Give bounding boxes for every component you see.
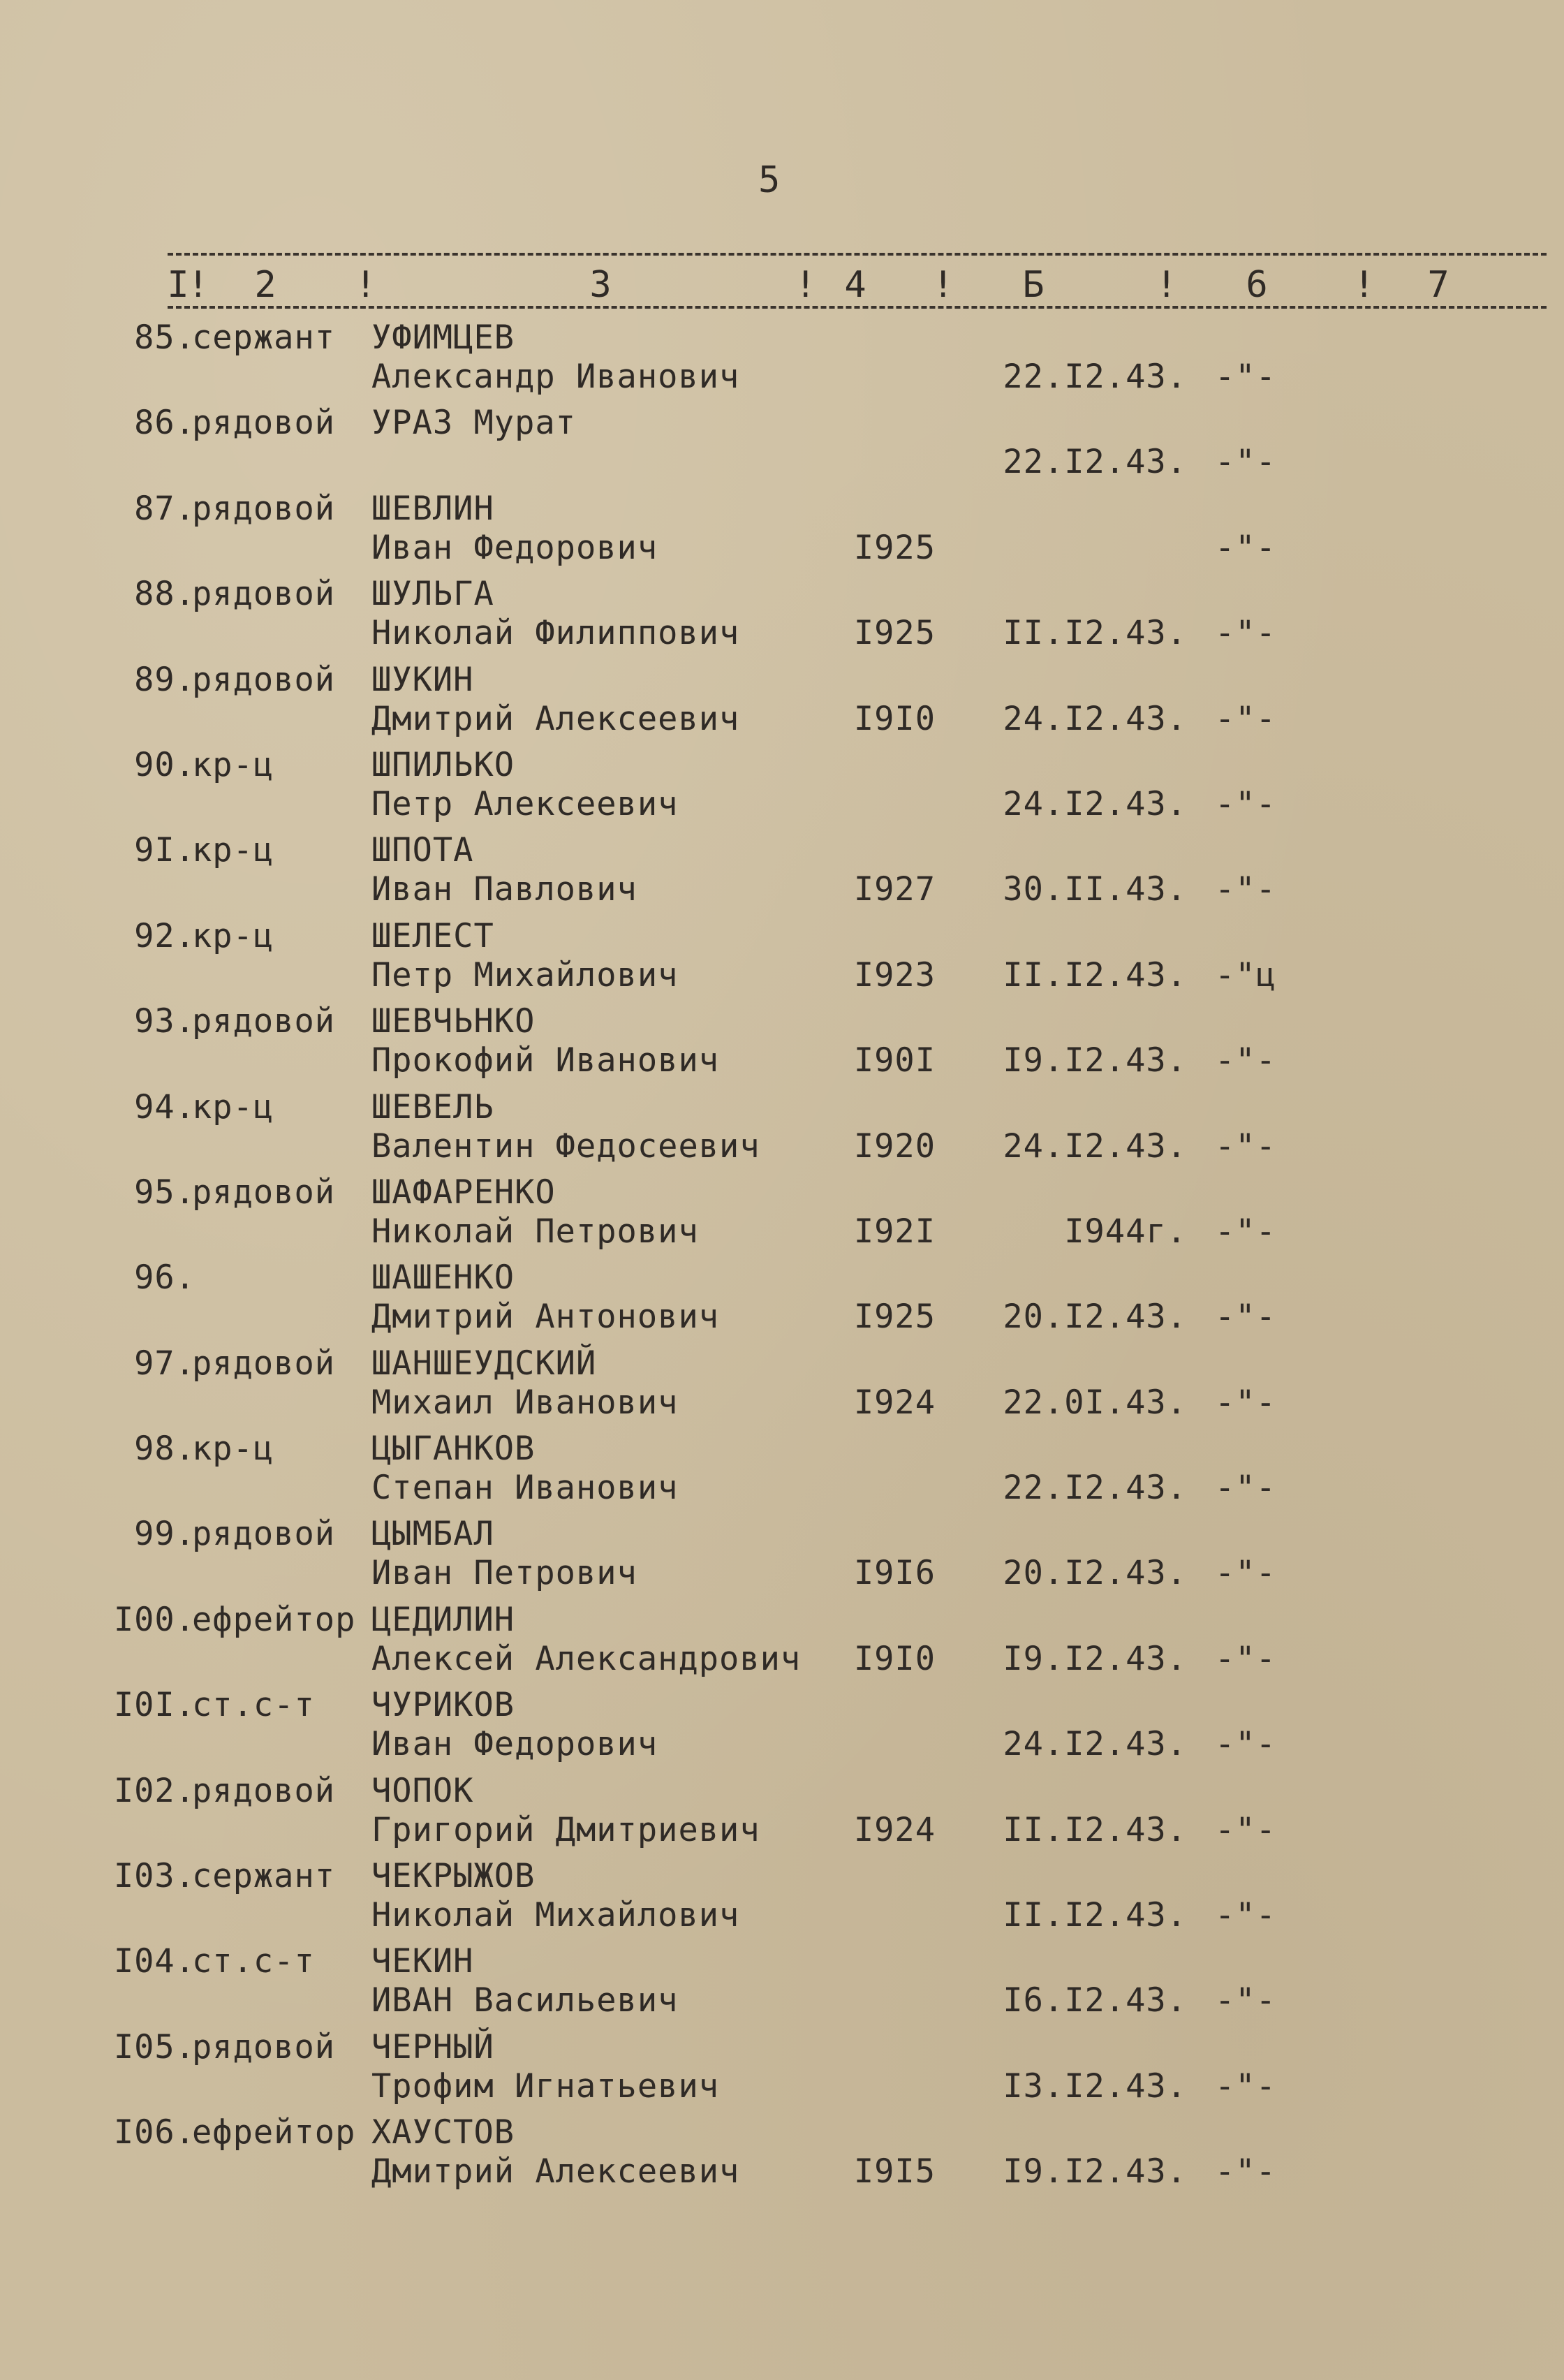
- list-item: [0, 1772, 1564, 1857]
- rank: рядовой: [192, 1515, 336, 1554]
- given-name: Дмитрий Алексеевич: [371, 699, 740, 738]
- date: I944г.: [1064, 1212, 1187, 1251]
- rank: ст.с-т: [192, 1942, 315, 1981]
- row-number: I05.: [113, 2027, 196, 2066]
- rank: рядовой: [192, 2027, 336, 2066]
- surname: ШЕВЕЛЬ: [371, 1087, 494, 1126]
- surname: ЧУРИКОВ: [371, 1686, 515, 1725]
- given-name: Степан Иванович: [371, 1469, 679, 1508]
- column-header-7: 7: [1427, 264, 1449, 306]
- ditto-mark: -"-: [1215, 1896, 1276, 1935]
- rank: сержант: [192, 1857, 336, 1896]
- rank: рядовой: [192, 1002, 336, 1041]
- row-number: 96.: [134, 1258, 196, 1298]
- ditto-mark: -"-: [1215, 2152, 1276, 2191]
- date: II.I2.43.: [1003, 1810, 1187, 1849]
- birth-year: I9I0: [853, 699, 936, 738]
- row-number: I03.: [113, 1857, 196, 1896]
- surname: УРАЗ Мурат: [371, 404, 576, 443]
- column-header-6: 6: [1246, 264, 1268, 306]
- row-number: 98.: [134, 1430, 196, 1469]
- surname: ЦЕДИЛИН: [371, 1600, 515, 1639]
- birth-year: I925: [853, 614, 936, 653]
- row-number: I04.: [113, 1942, 196, 1981]
- surname: ЧЕРНЫЙ: [371, 2027, 494, 2066]
- date: 24.I2.43.: [1003, 699, 1187, 738]
- given-name: Дмитрий Алексеевич: [371, 2152, 740, 2191]
- date: 24.I2.43.: [1003, 1725, 1187, 1764]
- date: 24.I2.43.: [1003, 784, 1187, 823]
- list-item: [0, 1088, 1564, 1173]
- rank: кр-ц: [192, 831, 274, 870]
- row-number: I00.: [113, 1600, 196, 1639]
- column-separator: !: [187, 264, 209, 306]
- given-name: Григорий Дмитриевич: [371, 1810, 760, 1849]
- surname: ЦЫГАНКОВ: [371, 1430, 536, 1469]
- given-name: Иван Федорович: [371, 528, 658, 567]
- given-name: Николай Михайлович: [371, 1896, 740, 1935]
- surname: ШЕВЛИН: [371, 489, 494, 528]
- list-item: [0, 2113, 1564, 2198]
- surname: ЧЕКИН: [371, 1942, 474, 1981]
- ditto-mark: -"-: [1215, 528, 1276, 567]
- date: I3.I2.43.: [1003, 2066, 1187, 2106]
- birth-year: I92I: [853, 1212, 936, 1251]
- given-name: Петр Михайлович: [371, 955, 679, 994]
- list-item: [0, 490, 1564, 575]
- list-item: [0, 1942, 1564, 2027]
- column-separator: !: [795, 264, 817, 306]
- row-number: I0I.: [113, 1686, 196, 1725]
- ditto-mark: -"-: [1215, 2066, 1276, 2106]
- birth-year: I927: [853, 870, 936, 909]
- rank: сержант: [192, 318, 336, 357]
- row-number: 92.: [134, 916, 196, 955]
- rank: рядовой: [192, 575, 336, 614]
- row-number: 87.: [134, 489, 196, 528]
- list-item: [0, 1857, 1564, 1942]
- date: I6.I2.43.: [1003, 1981, 1187, 2020]
- rank: рядовой: [192, 489, 336, 528]
- page-number: 5: [758, 159, 782, 201]
- birth-year: I90I: [853, 1041, 936, 1080]
- date: 30.II.43.: [1003, 870, 1187, 909]
- row-number: 99.: [134, 1515, 196, 1554]
- list-item: [0, 1344, 1564, 1430]
- birth-year: I9I5: [853, 2152, 936, 2191]
- list-item: [0, 1002, 1564, 1087]
- ditto-mark: -"-: [1215, 1554, 1276, 1593]
- rank: рядовой: [192, 404, 336, 443]
- birth-year: I9I6: [853, 1554, 936, 1593]
- surname: ШУКИН: [371, 660, 474, 699]
- list-item: [0, 404, 1564, 489]
- column-header-1: I: [167, 264, 189, 306]
- ditto-mark: -"-: [1215, 1212, 1276, 1251]
- date: I9.I2.43.: [1003, 2152, 1187, 2191]
- rank: ефрейтор: [192, 2113, 356, 2152]
- date: I9.I2.43.: [1003, 1639, 1187, 1678]
- given-name: Алексей Александрович: [371, 1639, 802, 1678]
- birth-year: I923: [853, 955, 936, 994]
- rank: кр-ц: [192, 916, 274, 955]
- ditto-mark: -"-: [1215, 1041, 1276, 1080]
- given-name: ИВАН Васильевич: [371, 1981, 679, 2020]
- given-name: Иван Павлович: [371, 870, 637, 909]
- surname: ХАУСТОВ: [371, 2113, 515, 2152]
- rank: рядовой: [192, 1771, 336, 1810]
- given-name: Александр Иванович: [371, 358, 740, 396]
- given-name: Иван Федорович: [371, 1725, 658, 1764]
- surname: ШАШЕНКО: [371, 1258, 515, 1298]
- given-name: Михаил Иванович: [371, 1383, 679, 1422]
- surname: ШПИЛЬКО: [371, 745, 515, 784]
- row-number: 95.: [134, 1173, 196, 1212]
- date: 22.I2.43.: [1003, 443, 1187, 482]
- surname: ЧЕКРЫЖОВ: [371, 1857, 536, 1896]
- ditto-mark: -"-: [1215, 1810, 1276, 1849]
- ditto-mark: -"ц: [1215, 955, 1276, 994]
- rank: рядовой: [192, 1173, 336, 1212]
- surname: УФИМЦЕВ: [371, 318, 515, 357]
- surname: ЧОПОК: [371, 1771, 474, 1810]
- column-header-4: 4: [844, 264, 866, 306]
- rank: кр-ц: [192, 1430, 274, 1469]
- date: II.I2.43.: [1003, 1896, 1187, 1935]
- ditto-mark: -"-: [1215, 1383, 1276, 1422]
- ditto-mark: -"-: [1215, 1469, 1276, 1508]
- date: II.I2.43.: [1003, 614, 1187, 653]
- birth-year: I924: [853, 1383, 936, 1422]
- given-name: Николай Филиппович: [371, 614, 740, 653]
- row-number: 85.: [134, 318, 196, 357]
- surname: ЦЫМБАЛ: [371, 1515, 494, 1554]
- birth-year: I925: [853, 1298, 936, 1337]
- rank: рядовой: [192, 660, 336, 699]
- list-item: [0, 1430, 1564, 1515]
- list-item: [0, 1686, 1564, 1771]
- given-name: Петр Алексеевич: [371, 784, 679, 823]
- surname: ШЕВЧЬНКО: [371, 1002, 536, 1041]
- birth-year: I925: [853, 528, 936, 567]
- given-name: Иван Петрович: [371, 1554, 637, 1593]
- row-number: 97.: [134, 1344, 196, 1383]
- rank: ст.с-т: [192, 1686, 315, 1725]
- row-number: I06.: [113, 2113, 196, 2152]
- ditto-mark: -"-: [1215, 358, 1276, 396]
- list-item: [0, 917, 1564, 1002]
- birth-year: I924: [853, 1810, 936, 1849]
- ditto-mark: -"-: [1215, 614, 1276, 653]
- date: 20.I2.43.: [1003, 1554, 1187, 1593]
- personnel-list: [0, 318, 1564, 2199]
- surname: ШУЛЬГА: [371, 575, 494, 614]
- list-item: [0, 575, 1564, 660]
- list-item: [0, 831, 1564, 916]
- rank: кр-ц: [192, 1087, 274, 1126]
- row-number: 9I.: [134, 831, 196, 870]
- ditto-mark: -"-: [1215, 1725, 1276, 1764]
- header-dashed-rule-bottom: [168, 306, 1547, 309]
- column-header-3: 3: [589, 264, 612, 306]
- ditto-mark: -"-: [1215, 870, 1276, 909]
- column-header-2: 2: [254, 264, 276, 306]
- surname: ШПОТА: [371, 831, 474, 870]
- row-number: 86.: [134, 404, 196, 443]
- given-name: Дмитрий Антонович: [371, 1298, 720, 1337]
- ditto-mark: -"-: [1215, 699, 1276, 738]
- date: 22.0I.43.: [1003, 1383, 1187, 1422]
- surname: ШАНШЕУДСКИЙ: [371, 1344, 597, 1383]
- column-separator: !: [1156, 264, 1178, 306]
- ditto-mark: -"-: [1215, 784, 1276, 823]
- row-number: 89.: [134, 660, 196, 699]
- date: 22.I2.43.: [1003, 358, 1187, 396]
- birth-year: I9I0: [853, 1639, 936, 1678]
- date: 20.I2.43.: [1003, 1298, 1187, 1337]
- given-name: Николай Петрович: [371, 1212, 699, 1251]
- column-separator: !: [355, 264, 377, 306]
- rank: кр-ц: [192, 745, 274, 784]
- date: 24.I2.43.: [1003, 1126, 1187, 1166]
- row-number: 88.: [134, 575, 196, 614]
- date: I9.I2.43.: [1003, 1041, 1187, 1080]
- list-item: [0, 746, 1564, 831]
- given-name: Трофим Игнатьевич: [371, 2066, 720, 2106]
- list-item: [0, 661, 1564, 746]
- ditto-mark: -"-: [1215, 1639, 1276, 1678]
- given-name: Прокофий Иванович: [371, 1041, 720, 1080]
- ditto-mark: -"-: [1215, 1126, 1276, 1166]
- row-number: 90.: [134, 745, 196, 784]
- list-item: [0, 318, 1564, 404]
- date: II.I2.43.: [1003, 955, 1187, 994]
- row-number: I02.: [113, 1771, 196, 1810]
- date: 22.I2.43.: [1003, 1469, 1187, 1508]
- ditto-mark: -"-: [1215, 443, 1276, 482]
- row-number: 94.: [134, 1087, 196, 1126]
- ditto-mark: -"-: [1215, 1298, 1276, 1337]
- column-separator: !: [1353, 264, 1375, 306]
- list-item: [0, 1515, 1564, 1600]
- rank: рядовой: [192, 1344, 336, 1383]
- column-header-5: Б: [1022, 264, 1045, 306]
- row-number: 93.: [134, 1002, 196, 1041]
- column-separator: !: [932, 264, 954, 306]
- list-item: [0, 1601, 1564, 1686]
- surname: ШАФАРЕНКО: [371, 1173, 556, 1212]
- list-item: [0, 1173, 1564, 1258]
- given-name: Валентин Федосеевич: [371, 1126, 760, 1166]
- list-item: [0, 2028, 1564, 2113]
- list-item: [0, 1258, 1564, 1344]
- header-dashed-rule-top: [168, 253, 1547, 256]
- surname: ШЕЛЕСТ: [371, 916, 494, 955]
- rank: ефрейтор: [192, 1600, 356, 1639]
- birth-year: I920: [853, 1126, 936, 1166]
- ditto-mark: -"-: [1215, 1981, 1276, 2020]
